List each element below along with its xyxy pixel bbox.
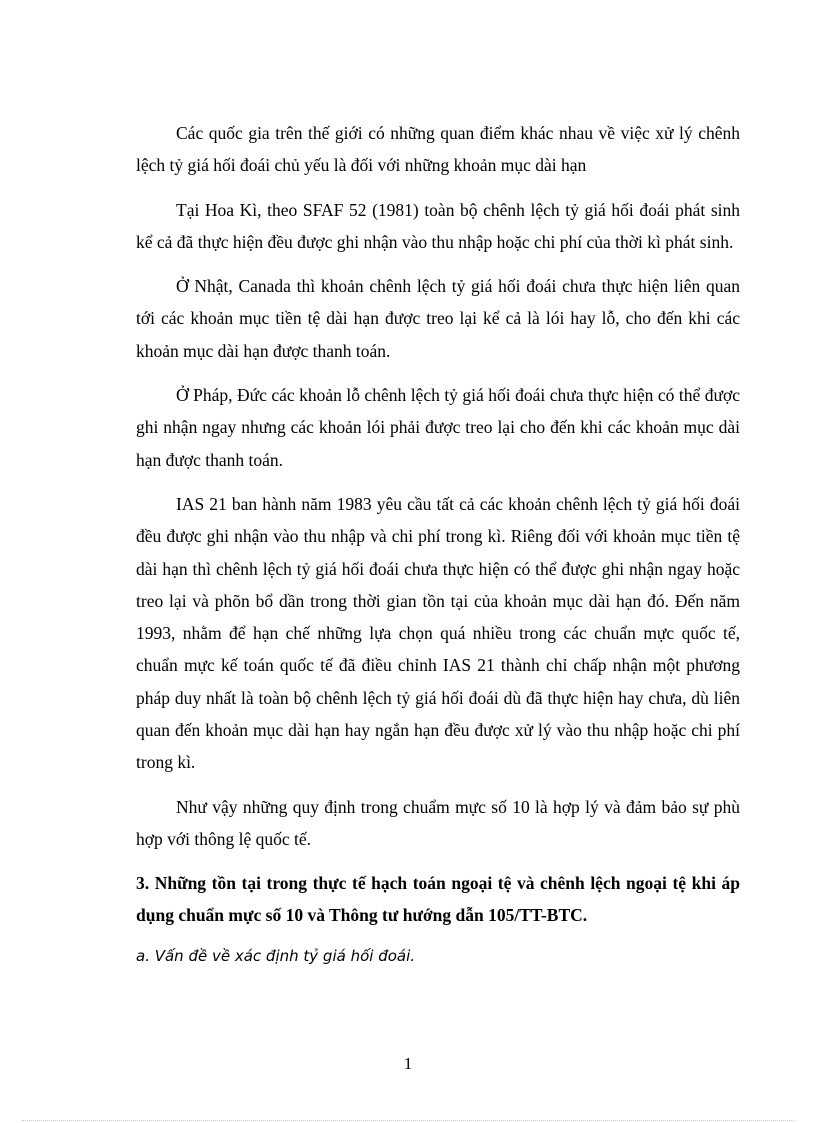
paragraph-conclusion: Như vậy những quy định trong chuẩm mực số 10 là hợp lý và đảm bảo sự phù hợp với thông lệ quốc tế. (136, 796, 740, 849)
page-number: 1 (403, 1054, 413, 1073)
paragraph-intro: Các quốc gia trên thế giới có những quan điểm khác nhau về việc xử lý chênh lệch tỷ giá hối đoái chủ yếu là đối với những khoản mục dài hạn (136, 123, 740, 176)
page-bottom-divider (22, 1120, 794, 1121)
subsection-heading: a. Vấn đề về xác định tỷ giá hối đoái. (136, 947, 416, 966)
paragraph-usa: Tại Hoa Kì, theo SFAF 52 (1981) toàn bộ chênh lệch tỷ giá hối đoái phát sinh kể cả đã thực hiện đều được ghi nhận vào thu nhập hoặc chi phí của thời kì phát sinh. (136, 199, 740, 252)
paragraph-japan-canada: Ở Nhật, Canada thì khoản chênh lệch tỷ giá hối đoái chưa thực hiện liên quan tới các khoản mục tiền tệ dài hạn được treo lại kể cả là lói hay lỗ, cho đến khi các khoản mục dài hạn được thanh toán. (136, 276, 740, 361)
paragraph-france-germany: Ở Pháp, Đức các khoản lỗ chênh lệch tỷ giá hối đoái chưa thực hiện có thể được ghi nhận ngay nhưng các khoản lói phải được treo lại cho đến khi các khoản mục dài hạn được thanh toán. (136, 385, 740, 470)
section-heading: 3. Những tồn tại trong thực tế hạch toán ngoại tệ và chênh lệch ngoại tệ khi áp dụng chuẩn mực số 10 và Thông tư hướng dẫn 105/TT-BTC. (136, 873, 740, 926)
paragraph-ias21: IAS 21 ban hành năm 1983 yêu cầu tất cả các khoản chênh lệch tỷ giá hối đoái đều được ghi nhận vào thu nhập và chi phí trong kì. Riêng đối với khoản mục tiền tệ dài hạn thì chênh lệch tỷ giá hối đoái chưa thực hiện có thể được ghi nhận ngay hoặc treo lại và phõn bổ dần trong thời gian tồn tại của khoản mục dài hạn đó. Đến năm 1993, nhằm để hạn chế những lựa chọn quá nhiều trong các chuẩn mực quốc tế, chuẩn mực kế toán quốc tế đã điều chỉnh IAS 21 thành chỉ chấp nhận một phương pháp duy nhất là toàn bộ chênh lệch tỷ giá hối đoái dù đã thực hiện hay chưa, dù liên quan đến khoản mục dài hạn hay ngắn hạn đều được xử lý vào thu nhập hoặc chi phí trong kì. (136, 493, 740, 773)
document-body (136, 117, 740, 971)
